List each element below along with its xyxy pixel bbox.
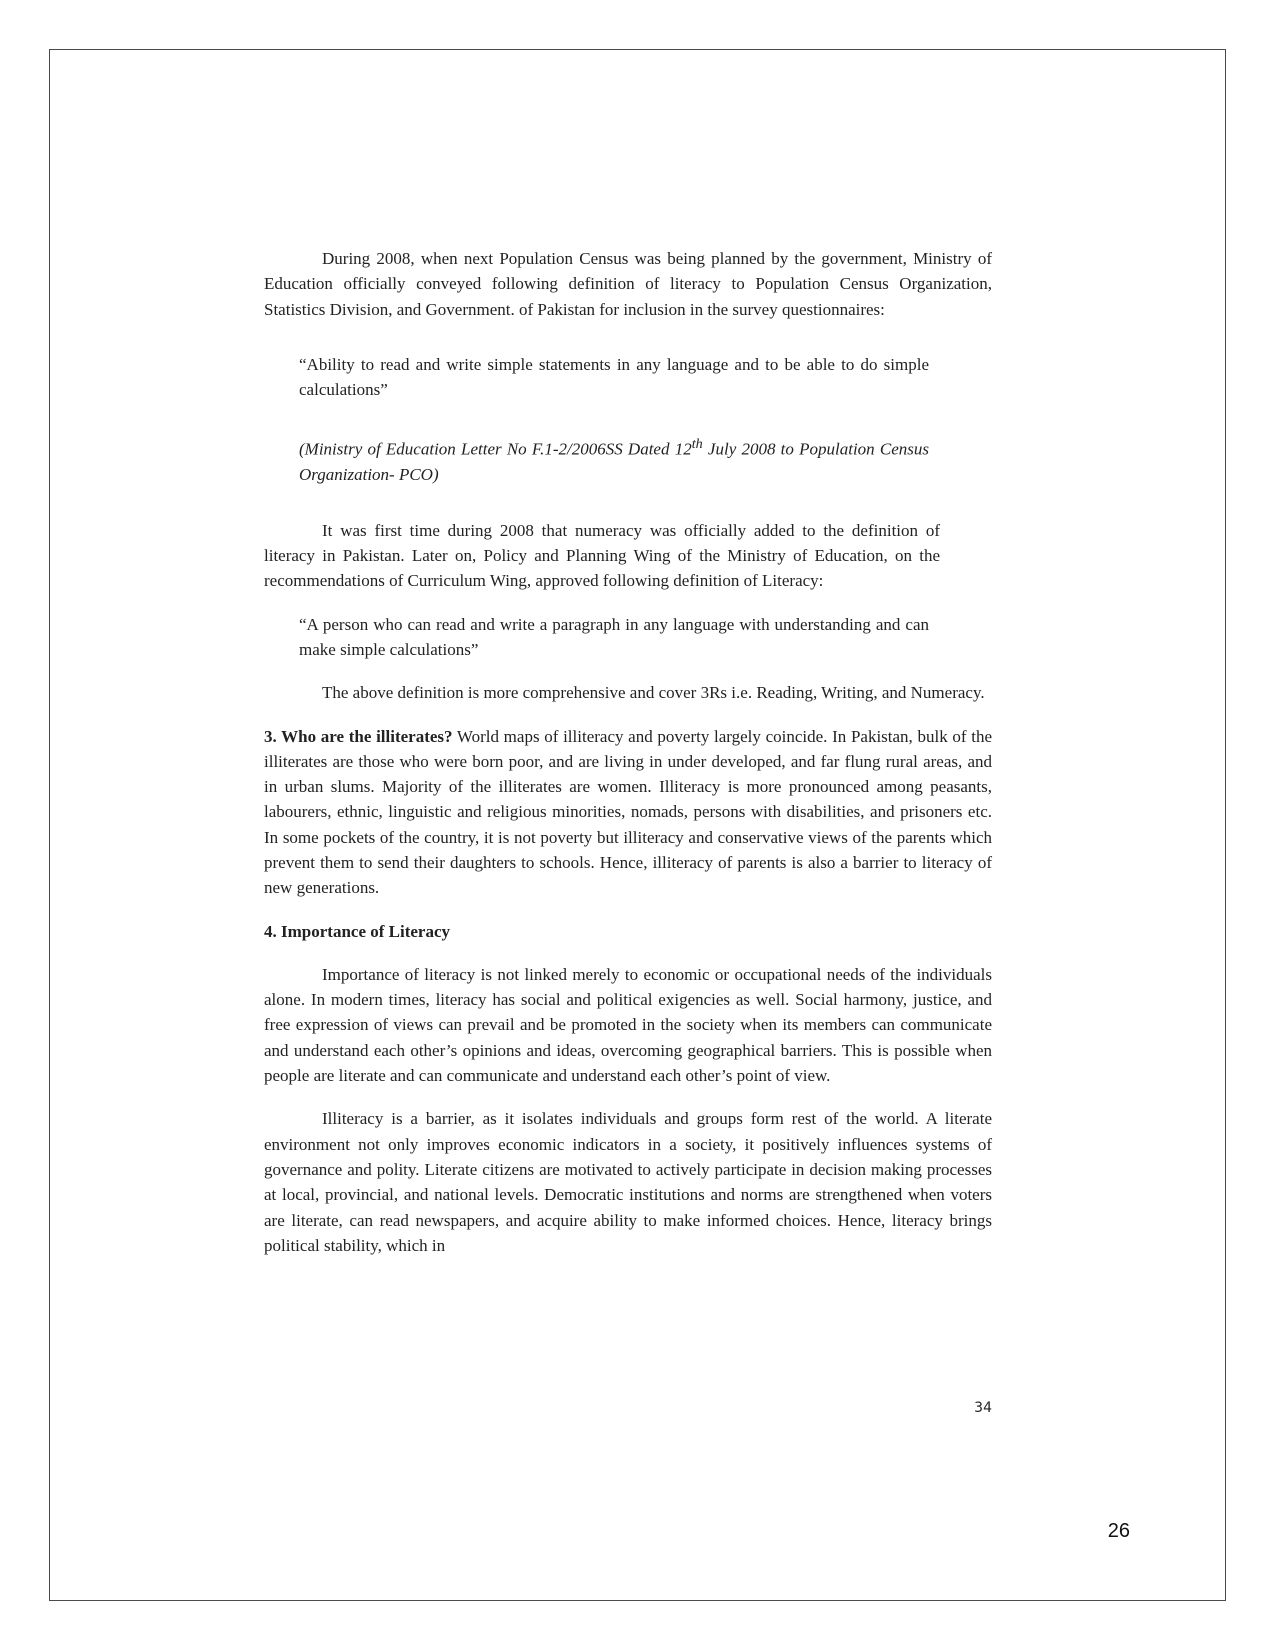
citation-superscript: th bbox=[691, 436, 703, 453]
page-number: 26 bbox=[1107, 1520, 1130, 1542]
citation-text-after: July 2008 to Population Census Organization- PCO) bbox=[299, 440, 929, 485]
section-4-heading: 4. Importance of Literacy bbox=[264, 921, 451, 941]
section-3-heading: 3. Who are the illiterates? bbox=[264, 726, 453, 746]
paragraph-3rs: The above definition is more comprehensive and cover 3Rs i.e. Reading, Writing, and Numeracy. bbox=[322, 683, 985, 703]
citation-text-before: (Ministry of Education Letter No F.1-2/2006SS Dated 12 bbox=[299, 440, 692, 460]
section-who-are-illiterates bbox=[264, 724, 992, 901]
ministry-letter-citation bbox=[299, 432, 929, 487]
section-3-text: World maps of illiteracy and poverty largely coincide. In Pakistan, bulk of the illiterates are those who were born poor, and are living in under developed, and far flung rural areas, and in urban slums. Majority of the illiterates are women. Illiteracy is more pronounced among peasants, labourers, ethnic, linguistic and religious minorities, nomads, persons with disabilities, and prisoners etc. In some pockets of the country, it is not poverty but illiteracy and conservative views of the parents which prevent them to send their daughters to schools. Hence, illiteracy of parents is also a barrier to literacy of new generations. bbox=[264, 726, 993, 898]
scanned-page-number: 34 bbox=[974, 1400, 992, 1416]
paragraph-illiteracy-barrier: Illiteracy is a barrier, as it isolates individuals and groups form rest of the world. A literate environment not only improves economic indicators in a society, it positively influences systems of governance and polity. Literate citizens are motivated to actively participate in decision making processes at local, provincial, and national levels. Democratic institutions and norms are strengthened when voters are literate, can read newspapers, and acquire ability to make informed choices. Hence, literacy brings political stability, which in bbox=[264, 1109, 992, 1255]
literacy-definition-quote-2: “A person who can read and write a paragraph in any language with understanding and can make simple calculations” bbox=[299, 614, 929, 659]
scanned-page-content bbox=[264, 246, 992, 1258]
paragraph-census-2008: During 2008, when next Population Census was being planned by the government, Ministry of Education officially conveyed following definition of literacy to Population Census Organization, Statistics Division, and Government. of Pakistan for inclusion in the survey questionnaires: bbox=[264, 249, 992, 319]
literacy-definition-quote-1: “Ability to read and write simple statements in any language and to be able to do simple calculations” bbox=[299, 354, 929, 400]
paragraph-importance-of-literacy: Importance of literacy is not linked merely to economic or occupational needs of the individuals alone. In modern times, literacy has social and political exigencies as well. Social harmony, justice, and free expression of views can prevail and be promoted in the society when its members can communicate and understand each other’s opinions and ideas, overcoming geographical barriers. This is possible when people are literate and can communicate and understand each other’s point of view. bbox=[264, 964, 992, 1086]
paragraph-numeracy-added: It was first time during 2008 that numeracy was officially added to the definition of literacy in Pakistan. Later on, Policy and Planning Wing of the Ministry of Education, on the recommendations of Curriculum Wing, approved following definition of Literacy: bbox=[264, 520, 940, 591]
